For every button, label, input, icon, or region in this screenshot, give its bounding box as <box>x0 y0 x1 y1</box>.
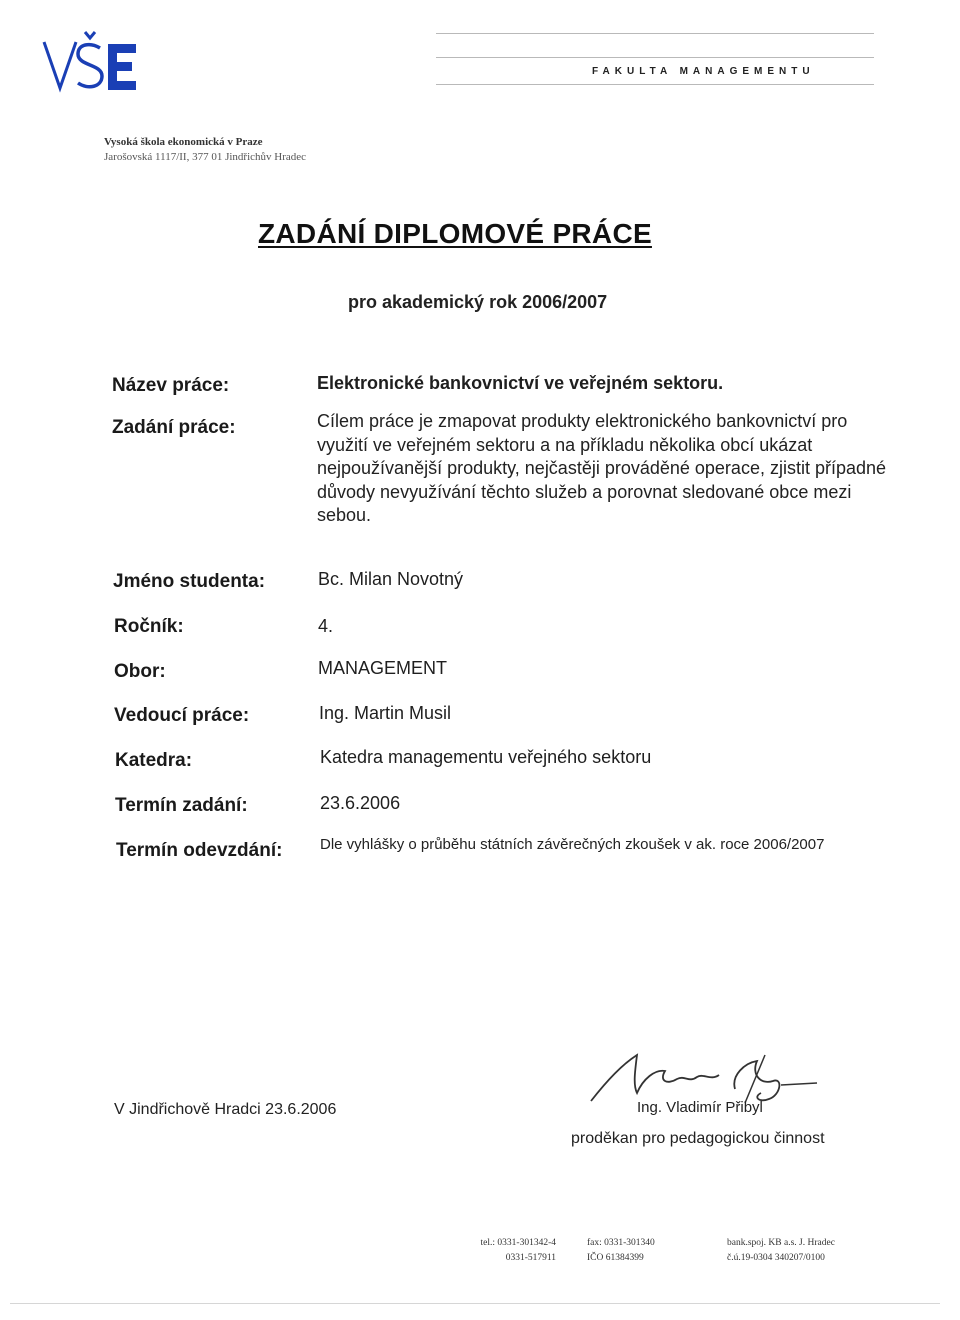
header-rule <box>436 57 874 58</box>
label-vedouci: Vedoucí práce: <box>114 705 250 726</box>
academic-year: pro akademický rok 2006/2007 <box>348 292 608 312</box>
footer-ico: IČO 61384399 <box>587 1253 644 1263</box>
label-rocnik: Ročník: <box>114 616 184 637</box>
value-nazev: Elektronické bankovnictví ve veřejném sektoru. <box>317 373 724 393</box>
signer-name: Ing. Vladimír Přibyl <box>637 1099 763 1116</box>
value-termin-odevzdani: Dle vyhlášky o průběhu státních závěrečných zkoušek v ak. roce 2006/2007 <box>320 836 825 853</box>
header-rule <box>436 84 874 85</box>
footer-bank <box>727 1236 835 1266</box>
value-student: Bc. Milan Novotný <box>318 569 464 589</box>
label-termin-odevzdani: Termín odevzdání: <box>116 840 283 861</box>
value-rocnik: 4. <box>318 616 334 636</box>
school-address: Jarošovská 1117/II, 377 01 Jindřichův Hradec <box>104 151 307 163</box>
value-termin-zadani: 23.6.2006 <box>320 793 401 813</box>
page-bottom-rule <box>10 1303 940 1304</box>
footer-bank-2: č.ú.19-0304 340207/0100 <box>727 1253 825 1263</box>
header-rule <box>436 33 874 34</box>
value-obor: MANAGEMENT <box>318 658 448 678</box>
vse-logo <box>40 30 150 96</box>
place-and-date: V Jindřichově Hradci 23.6.2006 <box>114 1101 337 1118</box>
footer-fax <box>587 1236 655 1266</box>
school-name: Vysoká škola ekonomická v Praze <box>104 136 263 148</box>
label-zadani: Zadání práce: <box>112 417 236 438</box>
value-zadani: Cílem práce je zmapovat produkty elektronického bankovnictví pro využití ve veřejném sektoru a na příkladu několika obcí ukázat nejpoužívanější produkty, nejčastěji prováděné operace, zjistit případné důvody nevyužívání těchto služeb a porovnat sledované obce mezi sebou. <box>317 411 887 525</box>
footer-tel-2: 0331-517911 <box>505 1253 556 1263</box>
footer-tel-1: tel.: 0331-301342-4 <box>480 1238 556 1248</box>
document-title: ZADÁNÍ DIPLOMOVÉ PRÁCE <box>258 218 652 249</box>
footer-fax-number: fax: 0331-301340 <box>587 1238 655 1248</box>
label-obor: Obor: <box>114 661 166 682</box>
label-katedra: Katedra: <box>115 750 193 771</box>
footer-phone <box>444 1236 556 1266</box>
value-vedouci: Ing. Martin Musil <box>319 703 452 723</box>
label-nazev: Název práce: <box>112 375 230 396</box>
label-student: Jméno studenta: <box>113 571 266 592</box>
faculty-name: FAKULTA MANAGEMENTU <box>592 66 815 77</box>
label-termin-zadani: Termín zadání: <box>115 795 248 816</box>
footer-bank-1: bank.spoj. KB a.s. J. Hradec <box>727 1238 835 1248</box>
value-katedra: Katedra managementu veřejného sektoru <box>320 747 652 767</box>
signer-role: proděkan pro pedagogickou činnost <box>571 1130 825 1147</box>
